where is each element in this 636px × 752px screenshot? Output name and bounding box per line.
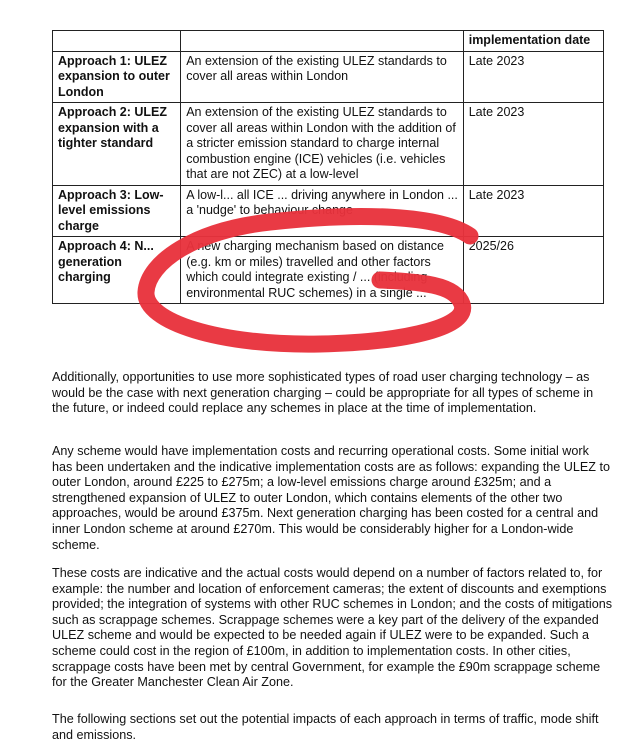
approach-description-cell: A new charging mechanism based on distance (e.g. km or miles) travelled and other factors which could integrate existing / ... (including environmental RUC schemes) in a single ...	[181, 237, 464, 304]
approach-description-cell: An extension of the existing ULEZ standards to cover all areas within London	[181, 51, 464, 103]
approach-date-cell: 2025/26	[463, 237, 603, 304]
table-header-cell-approach	[53, 31, 181, 52]
approaches-table	[52, 30, 604, 304]
paragraph-costs: Any scheme would have implementation costs and recurring operational costs. Some initial work has been undertaken and the indicative implementation costs are as follows: expanding the ULEZ to outer London, around £225 to £275m; a low-level emissions charge around £325m; and a strengthened expansion of ULEZ to outer London, which contains elements of the other two approaches, would be around £375m. Next generation charging has been costed for a central and inner London scheme at around £270m. This would be considerably higher for a London-wide scheme.	[52, 444, 610, 552]
table-row	[53, 185, 604, 237]
approach-name-cell: Approach 2: ULEZ expansion with a tighter standard	[53, 103, 181, 186]
paragraph-technology: Additionally, opportunities to use more sophisticated types of road user charging technology – as would be the case with next generation charging – could be appropriate for all types of scheme in the future, or indeed could replace any schemes in place at the time of implementation.	[52, 370, 594, 416]
approach-description-cell: An extension of the existing ULEZ standards to cover all areas within London with the addition of a stricter emission standard to charge internal combustion engine (ICE) vehicles (i.e. vehicles that are not ZEC) at a low-level	[181, 103, 464, 186]
approach-name-cell: Approach 4: N... generation charging	[53, 237, 181, 304]
approach-name-cell: Approach 3: Low-level emissions charge	[53, 185, 181, 237]
approach-name-cell: Approach 1: ULEZ expansion to outer London	[53, 51, 181, 103]
approach-date-cell: Late 2023	[463, 51, 603, 103]
approach-description-cell: A low-l... all ICE ... driving anywhere in London ... a 'nudge' to behaviour change	[181, 185, 464, 237]
paragraph-indicative-costs: These costs are indicative and the actual costs would depend on a number of factors related to, for example: the number and location of enforcement cameras; the extent of discounts and exemptions provided; the integration of systems with other RUC schemes in London; and the costs of mitigations such as scrappage schemes. Scrappage schemes were a key part of the delivery of the expanded ULEZ scheme and would be expected to be needed again if ULEZ were to be expanded. Such a scheme could cost in the region of £100m, in addition to implementation costs. In other cities, scrappage costs have been met by central Government, for example the £90m scrappage scheme for the Greater Manchester Clean Air Zone.	[52, 566, 613, 690]
table-header-cell-description	[181, 31, 464, 52]
table-row	[53, 103, 604, 186]
approach-date-cell: Late 2023	[463, 103, 603, 186]
table-row	[53, 237, 604, 304]
table-header-cell-date: implementation date	[463, 31, 603, 52]
approach-date-cell: Late 2023	[463, 185, 603, 237]
paragraph-following-sections: The following sections set out the potential impacts of each approach in terms of traffic, mode shift and emissions.	[52, 712, 599, 742]
table-row	[53, 51, 604, 103]
table-header-row	[53, 31, 604, 52]
